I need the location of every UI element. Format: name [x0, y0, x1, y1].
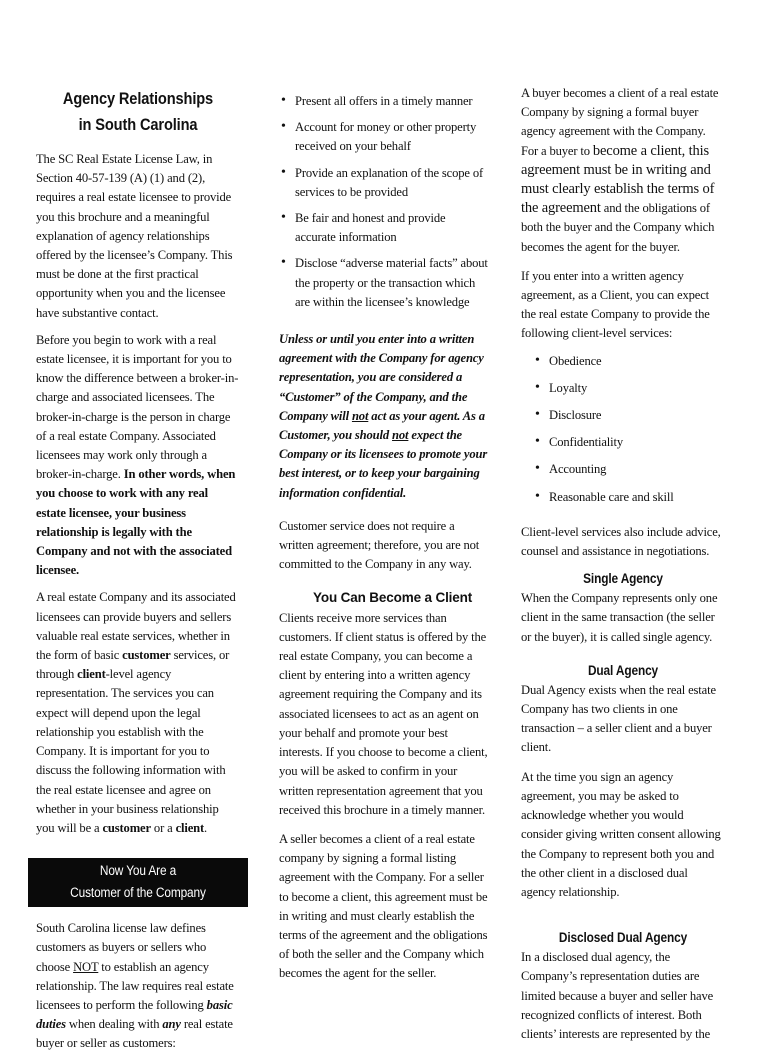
list-item: • Be fair and honest and provide accurate information [279, 209, 489, 247]
list-item: • Reasonable care and skill [535, 488, 725, 507]
text-run: -level agency representation. The services you can expect will depend upon the legal relationship you establish with the Company. It is important for you to discuss the following information with the real estate licensee and agree on whether in your business relationship you will be a [36, 667, 226, 835]
list-item: • Present all offers in a timely manner [279, 92, 489, 111]
banner-line-2: Customer of the Company [70, 885, 206, 901]
list-item: • Confidentiality [535, 433, 725, 452]
banner-line-1: Now You Are a [99, 863, 177, 879]
basic-duties-list [279, 92, 489, 312]
column-right [521, 84, 725, 1052]
list-item: • Loyalty [535, 379, 725, 398]
disclosed-dual-agency-paragraph: In a disclosed dual agency, the Company’s representation duties are limited because a buyer and seller have recognized conflicts of interest. Both clients’ interests are represented by the [521, 950, 714, 1041]
single-agency-heading: Single Agency [583, 571, 663, 587]
text-run: South Carolina license law defines customers as buyers or sellers who choose [36, 921, 207, 974]
text-run: Unless or until you enter into a written agreement with the Company for agency representation, you are considered a “Customer” of the Company, and the Company will [279, 332, 484, 423]
list-item: • Account for money or other property received on your behalf [279, 118, 489, 156]
broker-paragraph [36, 331, 240, 581]
text-run: expect the Company or its licensees to promote your best interest, or to keep your bargaining information confidential. [279, 428, 488, 500]
client-level-paragraph: Client-level services also include advice, counsel and assistance in negotiations. [521, 524, 721, 559]
underlined-word: NOT [73, 959, 99, 974]
column-middle [279, 92, 489, 992]
customer-service-paragraph: Customer service does not require a written agreement; therefore, you are not committed to the Company in any way. [279, 518, 480, 572]
client-services-intro: If you enter into a written agency agreement, as a Client, you can expect the real estate Company to provide the following client-level services: [521, 268, 710, 341]
bold-word: client [175, 820, 205, 835]
list-item: • Disclosure [535, 406, 725, 425]
title-line-1: Agency Relationships [62, 89, 214, 108]
dual-agency-heading: Dual Agency [587, 662, 659, 678]
single-agency-paragraph: When the Company represents only one client in the same transaction (the seller or the buyer), it is called single agency. [521, 591, 718, 644]
page-title [50, 86, 225, 138]
text-run: . [204, 820, 208, 835]
intro-paragraph: The SC Real Estate License Law, in Section 40-57-139 (A) (1) and (2), requires a real estate licensee to provide you this brochure and a meaningful explanation of agency relationships offered by the licensee’s Company. This must be done at the first practical opportunity when you and the licensee have substantive contact. [36, 152, 233, 320]
list-item: • Disclose “adverse material facts” about the property or the transaction which are within the licensee’s knowledge [279, 254, 489, 312]
bold-word: customer [122, 648, 171, 663]
list-item: • Obedience [535, 352, 725, 371]
broker-bold-text: In other words, when you choose to work with any real estate licensee, your business relationship is legally with the Company and not with the associated licensee. [36, 467, 236, 578]
text-run: act as your agent. As a Customer, you should [279, 408, 485, 443]
dual-agency-paragraph: Dual Agency exists when the real estate Company has two clients in one transaction – a seller client and a buyer client. [521, 682, 716, 755]
text-run: real estate buyer or seller as customers: [36, 1017, 233, 1051]
text-run: and the obligations of both the buyer and the Company which becomes the agent for the buyer. [521, 201, 715, 254]
become-client-text: Clients receive more services than customers. If client status is offered by the real estate Company, you can become a client by entering into a written agency agreement requiring the Company and its associated licensees to act as an agent on your behalf and promote your best interests. If you choose to become a client, you will be asked to confirm in your written representation agreement that you received this brochure in a timely manner. [279, 610, 488, 817]
title-line-2: in South Carolina [78, 115, 198, 134]
client-services-list [535, 352, 725, 507]
text-run: services, or through [36, 648, 230, 682]
list-item: • Accounting [535, 460, 725, 479]
customer-banner [28, 858, 248, 907]
seller-client-paragraph: A seller becomes a client of a real estate company by signing a formal listing agreement with the Company. For a seller to become a client, this agreement must be in writing and must clearly establish the terms of the agreement and the obligations of both the seller and the Company which becomes the agent for the seller. [279, 831, 488, 981]
text-run: A buyer becomes a client of a real estate Company by signing a formal buyer agency agreement with the Company. For a buyer to [521, 86, 719, 158]
emphasis-word: any [162, 1017, 181, 1032]
emphasis-word: basic duties [36, 997, 233, 1032]
buyer-client-paragraph [521, 84, 725, 257]
broker-text: Before you begin to work with a real estate licensee, it is important for you to know the difference between a broker-in-charge and associated licensees. The broker-in-charge is the person in charge of a real estate Company. Associated licensees may work only through a broker-in-charge. [36, 332, 239, 482]
bold-word: customer [102, 820, 151, 835]
bold-word: client [77, 667, 106, 682]
text-run: when dealing with [65, 1017, 163, 1032]
disclosed-dual-agency-heading: Disclosed Dual Agency [558, 930, 688, 946]
dual-agency-consent-paragraph: At the time you sign an agency agreement, you may be asked to acknowledge whether you would consider giving written consent allowing the Company to represent both you and the other client in a disclosed dual agency relationship. [521, 769, 721, 899]
customer-definition-paragraph [36, 919, 240, 1053]
list-item: • Provide an explanation of the scope of services to be provided [279, 164, 489, 202]
underlined-word: not [351, 408, 369, 423]
text-run: or a [150, 820, 176, 835]
column-left [36, 84, 240, 1062]
become-client-paragraph [279, 588, 489, 819]
become-client-heading: You Can Become a Client [313, 590, 473, 606]
text-run: A real estate Company and its associated licensees can provide buyers and sellers valuable real estate services, whether in the form of basic [36, 590, 236, 663]
customer-warning-paragraph [279, 330, 489, 503]
underlined-word: not [392, 428, 409, 443]
services-paragraph [36, 588, 240, 838]
large-text-run: become a client, this agreement must be in writing and must clearly establish the terms of the agreement [521, 142, 715, 217]
text-run: to establish an agency relationship. The law requires real estate licensees to perform the following [36, 959, 234, 1012]
